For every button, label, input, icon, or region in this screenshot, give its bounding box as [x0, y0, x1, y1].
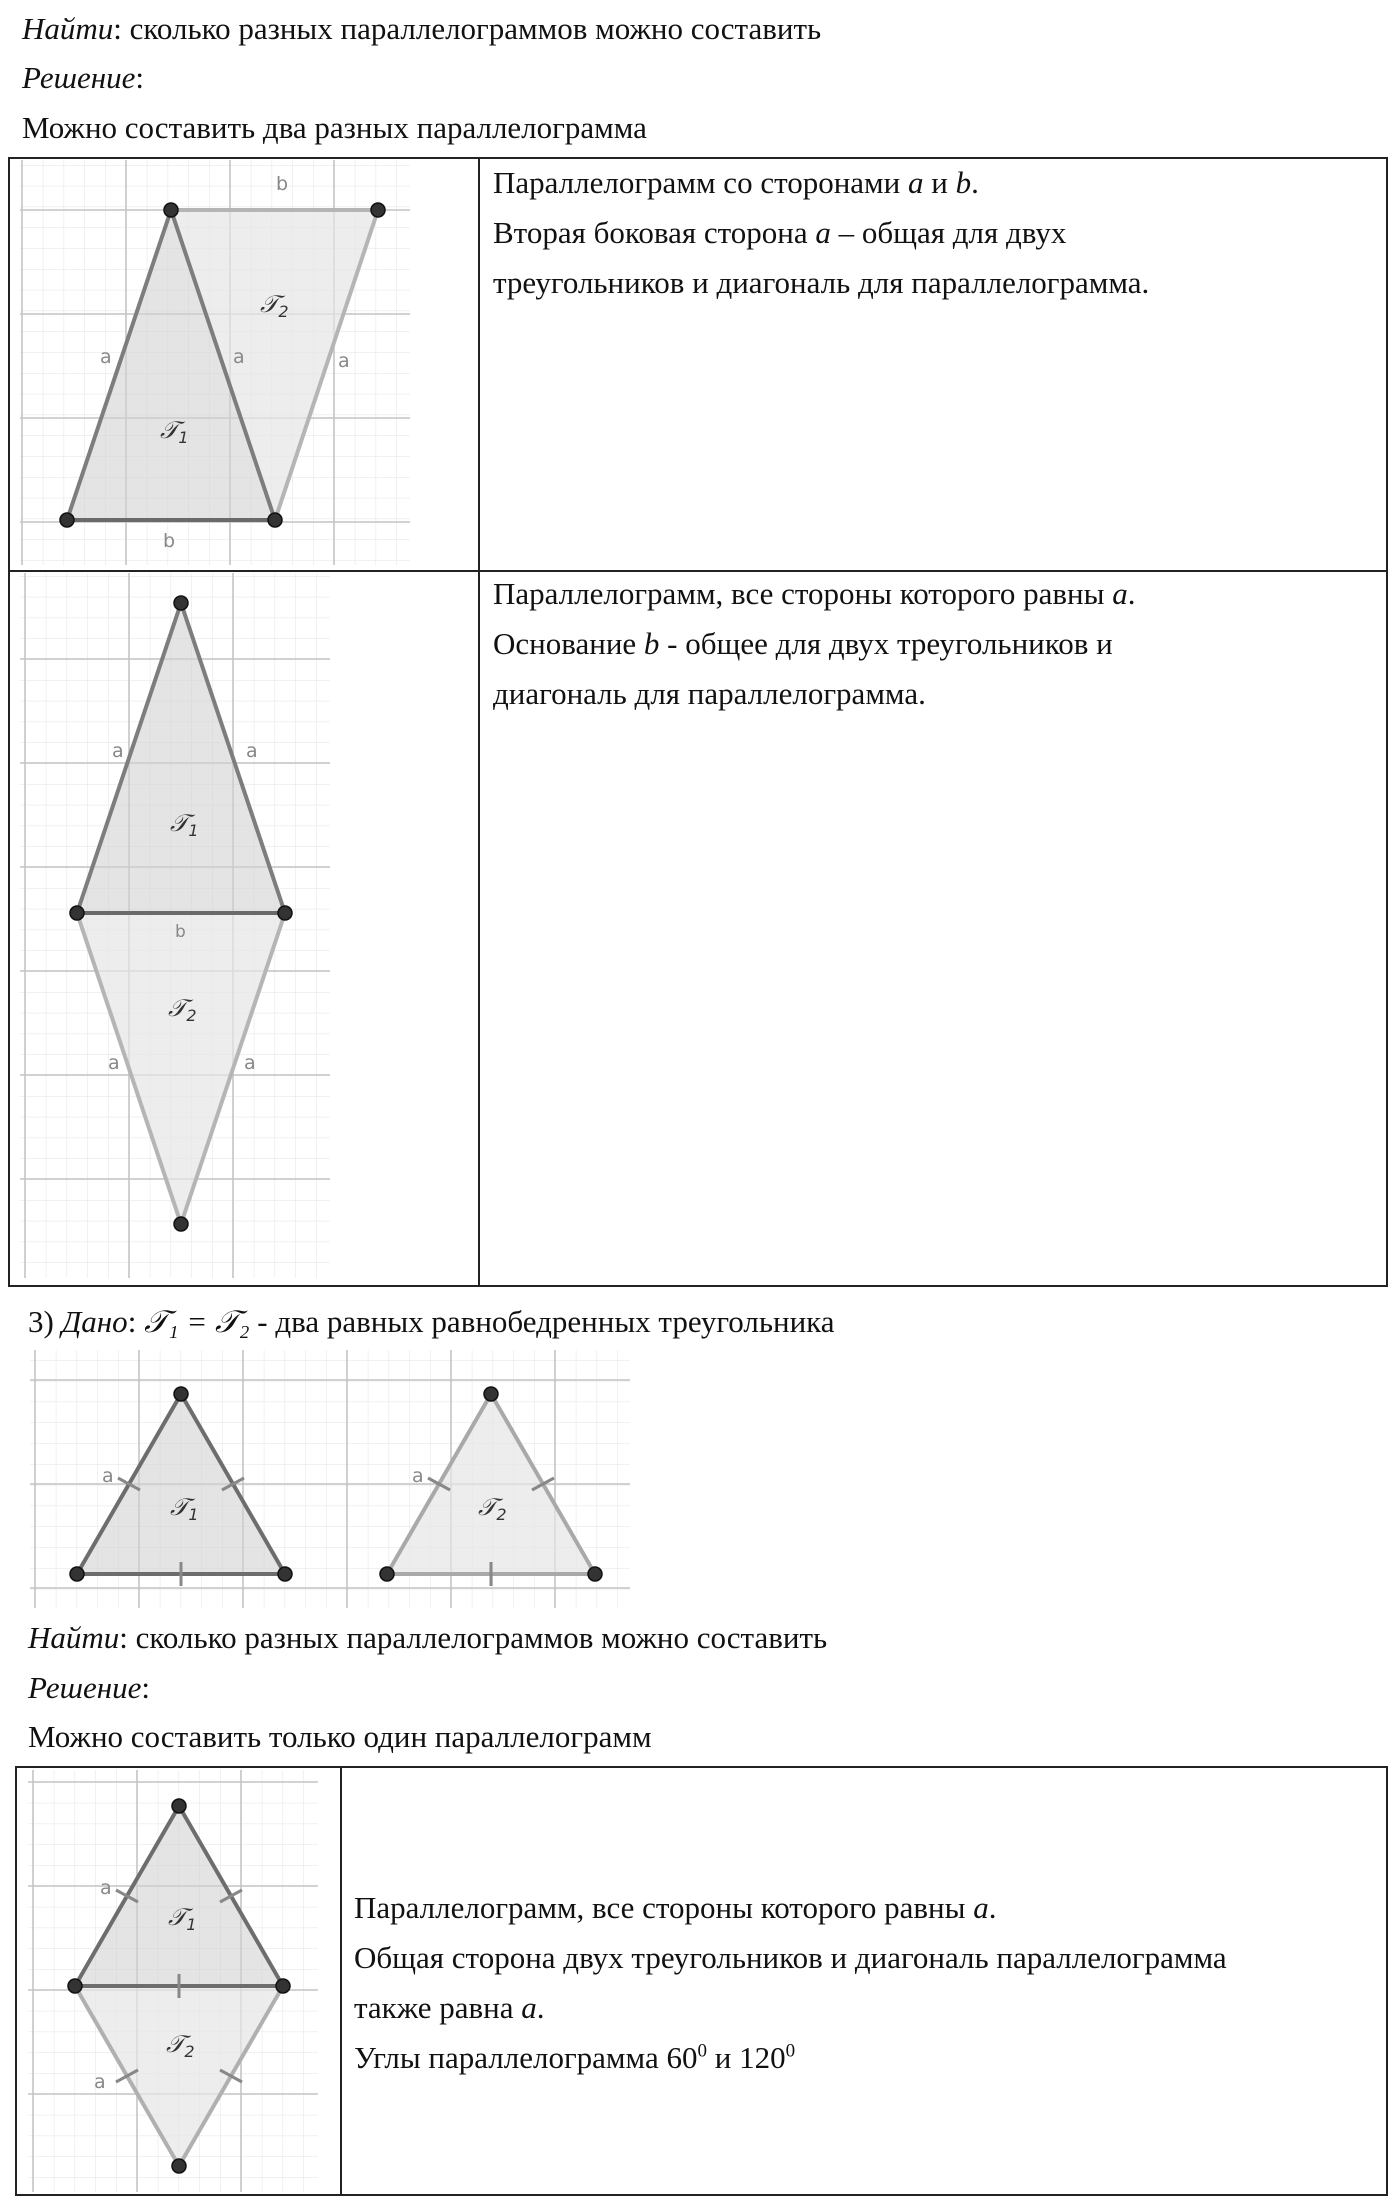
side-label-a: a	[233, 346, 245, 368]
table1-column-divider	[478, 157, 480, 1287]
solution-colon: :	[141, 1670, 150, 1705]
row1-description: Параллелограмм со сторонами a и b. Вторая боковая сторона a – общая для двух треугольников и диагональ для параллелограмма.	[493, 165, 1150, 300]
solution-colon: :	[135, 60, 144, 95]
angle-120: $120^0$	[739, 2040, 796, 2075]
solution-label: Решение	[22, 60, 136, 95]
row2-description: Параллелограмм, все стороны которого равны a. Основание b - общее для двух треугольников и диагональ для параллелограмма.	[493, 576, 1136, 711]
row3-description: Параллелограмм, все стороны которого равны a. Общая сторона двух треугольников и диагональ параллелограмма также равна a. Углы параллелограмма $60^0$ и $120^0$	[354, 1890, 1227, 2075]
solution-label: Решение	[28, 1670, 142, 1705]
figure-two-triangles	[30, 1350, 630, 1608]
triangle-label-t1: 𝒯$_1$	[170, 809, 199, 840]
triangle-label-t2: 𝒯$_2$	[166, 2030, 195, 2061]
side-label-a: a	[112, 740, 124, 762]
side-label-a: a	[100, 1877, 112, 1899]
answer-line-1: Можно составить два разных параллелограмма	[22, 110, 647, 145]
find-label: Найти	[22, 11, 114, 46]
side-label-a: a	[100, 346, 112, 368]
side-label-a: a	[338, 350, 350, 372]
side-label-a: a	[244, 1052, 256, 1074]
given-line: 3) Дано: 𝒯₁ = 𝒯₂ - два равных равнобедренных треугольника	[28, 1304, 835, 1339]
triangle-label-t2: 𝒯$_2$	[168, 994, 197, 1025]
figure-rhombus-60-120	[28, 1770, 318, 2192]
side-label-a: a	[102, 1465, 114, 1487]
side-label-b: b	[276, 173, 289, 195]
triangle-label-t1: 𝒯$_1$	[160, 416, 189, 447]
side-label-a: a	[94, 2071, 106, 2093]
angle-60: $60^0$	[666, 2040, 707, 2075]
find-line-1	[22, 9, 821, 49]
triangle-label-t2: 𝒯$_2$	[478, 1493, 507, 1524]
given-label: Дано	[61, 1304, 128, 1339]
find-text: : сколько разных параллелограммов можно составить	[119, 1620, 828, 1655]
triangle-label-t2: 𝒯$_2$	[260, 290, 289, 321]
side-label-a: a	[412, 1465, 424, 1487]
solution-line-2	[28, 1668, 150, 1708]
find-text: : сколько разных параллелограммов можно составить	[113, 11, 822, 46]
side-label-a: a	[108, 1052, 120, 1074]
answer-line-2: Можно составить только один параллелограмм	[28, 1719, 652, 1754]
given-formula: 𝒯₁ = 𝒯₂	[144, 1304, 250, 1339]
find-label: Найти	[28, 1620, 120, 1655]
triangle-label-t1: 𝒯$_1$	[170, 1493, 199, 1524]
find-line-2	[28, 1618, 827, 1658]
table2-column-divider	[340, 1766, 342, 2196]
figure-rhombus-base-b	[20, 573, 330, 1278]
triangle-label-t1: 𝒯$_1$	[168, 1903, 197, 1934]
side-label-b: b	[175, 922, 186, 942]
solution-line-1	[22, 58, 144, 98]
figure-parallelogram-ab	[20, 160, 410, 565]
side-label-a: a	[246, 740, 258, 762]
side-label-b: b	[163, 530, 176, 552]
